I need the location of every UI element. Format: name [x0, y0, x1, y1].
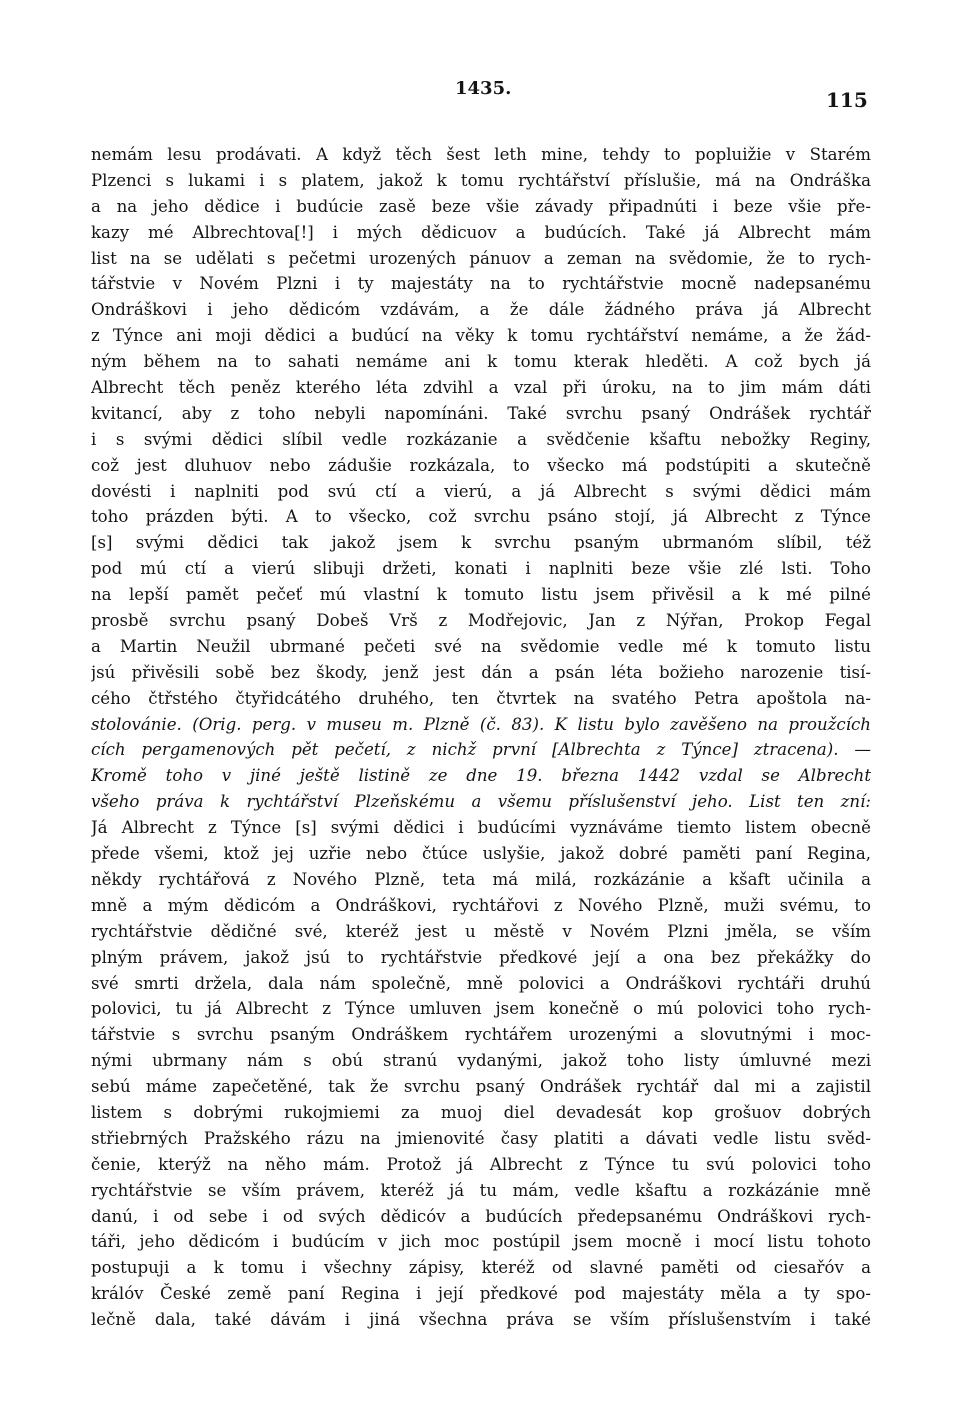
text-line: plným právem, jakož jsú to rychtářstvie předkové její a ona bez překážky do: [91, 947, 871, 967]
text-line: střiebrných Pražského rázu na jmienovité časy platiti a dávati vedle listu svěd-: [91, 1128, 871, 1148]
text-line: rychtářstvie dědičné své, kteréž jest u městě v Novém Plzni jměla, se vším: [91, 921, 871, 941]
text-line: tářstvie s svrchu psaným Ondráškem rychtářem urozenými a slovutnými i moc-: [91, 1025, 871, 1045]
text-line: stolovánie. (Orig. perg. v museu m. Plzně (č. 83). K listu bylo zavěšeno na proužcích: [91, 714, 871, 734]
text-line: všeho práva k rychtářství Plzeňskému a všemu příslušenství jeho. List ten zní:: [91, 792, 871, 812]
text-line: z Týnce ani moji dědici a budúcí na věky k tomu rychtářství nemáme, a že žád-: [91, 326, 871, 346]
text-line: své smrti držela, dala nám společně, mně polovici a Ondráškovi rychtáři druhú: [91, 973, 871, 993]
running-head-year: 1435.: [455, 78, 512, 99]
text-line: list na se udělati s pečetmi urozených pánuov a zeman na svědomie, že to rych-: [91, 248, 871, 268]
text-line: Plzenci s lukami i s platem, jakož k tomu rychtářství příslušie, má na Ondráška: [91, 170, 871, 190]
text-line: toho prázden býti. A to všecko, což svrchu psáno stojí, já Albrecht z Týnce: [91, 507, 871, 527]
text-line: jsú přivěsili sobě bez škody, jenž jest dán a psán léta božieho narozenie tisí-: [91, 662, 871, 682]
text-line: ným během na to sahati nemáme ani k tomu kterak hleděti. A což bych já: [91, 352, 871, 372]
text-line: táři, jeho dědicóm i budúcím v jich moc postúpil jsem mocně i mocí listu tohoto: [91, 1232, 871, 1252]
text-line: někdy rychtářová z Nového Plzně, teta má milá, rozkázánie a kšaft učinila a: [91, 869, 871, 889]
text-line: cého čtřstého čtyřidcátého druhého, ten čtvrtek na svatého Petra apoštola na-: [91, 688, 871, 708]
body-text: [91, 142, 871, 1333]
page-number: 115: [826, 88, 868, 112]
text-line: Kromě toho v jiné ještě listině ze dne 19. března 1442 vzdal se Albrecht: [91, 766, 871, 786]
text-line: Albrecht těch peněz kterého léta zdvihl a vzal při úroku, na to jim mám dáti: [91, 378, 871, 398]
text-line: a Martin Neužil ubrmané pečeti své na svědomie vedle mé k tomuto listu: [91, 636, 871, 656]
text-line: na lepší pamět pečeť mú vlastní k tomuto listu jsem přivěsil a k mé pilné: [91, 585, 871, 605]
text-line: a na jeho dědice i budúcie zasě beze všie závady připadnúti i beze všie pře-: [91, 196, 871, 216]
text-line: cích pergamenových pět pečetí, z nichž první [Albrechta z Týnce] ztracena). —: [91, 740, 871, 760]
text-line: danú, i od sebe i od svých dědicóv a budúcích předepsanému Ondráškovi rych-: [91, 1206, 871, 1226]
text-line: mně a mým dědicóm a Ondráškovi, rychtářovi z Nového Plzně, muži svému, to: [91, 895, 871, 915]
running-head: [0, 78, 960, 112]
text-line: polovici, tu já Albrecht z Týnce umluven jsem konečně o mú polovici toho rych-: [91, 999, 871, 1019]
text-line: listem s dobrými rukojmiemi za muoj diel devadesát kop grošuov dobrých: [91, 1102, 871, 1122]
text-line: kvitancí, aby z toho nebyli napomínáni. Také svrchu psaný Ondrášek rychtář: [91, 403, 871, 423]
text-line: lečně dala, také dávám i jiná všechna práva se vším příslušenstvím i také: [91, 1310, 871, 1330]
text-line: sebú máme zapečetěné, tak že svrchu psaný Ondrášek rychtář dal mi a zajistil: [91, 1077, 871, 1097]
text-line: Ondráškovi i jeho dědicóm vzdávám, a že dále žádného práva já Albrecht: [91, 300, 871, 320]
text-line: Já Albrecht z Týnce [s] svými dědici i budúcími vyznáváme tiemto listem obecně: [91, 818, 871, 838]
text-line: králóv České země paní Regina i její předkové pod majestáty měla a ty spo-: [91, 1284, 871, 1304]
text-line: což jest dluhuov nebo zádušie rozkázala, to všecko má podstúpiti a skutečně: [91, 455, 871, 475]
text-line: prosbě svrchu psaný Dobeš Vrš z Modřejovic, Jan z Nýřan, Prokop Fegal: [91, 611, 871, 631]
text-line: dovésti i naplniti pod svú ctí a vierú, a já Albrecht s svými dědici mám: [91, 481, 871, 501]
text-line: [s] svými dědici tak jakož jsem k svrchu psaným ubrmanóm slíbil, též: [91, 533, 871, 553]
text-line: kazy mé Albrechtova[!] i mých dědicuov a budúcích. Také já Albrecht mám: [91, 222, 871, 242]
text-line: i s svými dědici slíbil vedle rozkázanie a svědčenie kšaftu nebožky Reginy,: [91, 429, 871, 449]
text-line: čenie, kterýž na něho mám. Protož já Albrecht z Týnce tu svú polovici toho: [91, 1154, 871, 1174]
text-line: nými ubrmany nám s obú stranú vydanými, jakož toho listy úmluvné mezi: [91, 1051, 871, 1071]
text-line: nemám lesu prodávati. A když těch šest leth mine, tehdy to popluižie v Starém: [91, 145, 871, 164]
text-line: tářstvie v Novém Plzni i ty majestáty na to rychtářstvie mocně nadepsanému: [91, 274, 871, 294]
text-line: pod mú ctí a vierú slibuji držeti, konati i naplniti beze všie zlé lsti. Toho: [91, 559, 871, 579]
text-line: rychtářstvie se vším právem, kteréž já tu mám, vedle kšaftu a rozkázánie mně: [91, 1180, 871, 1200]
text-line: postupuji a k tomu i všechny zápisy, kteréž od slavné paměti od ciesařóv a: [91, 1258, 871, 1278]
text-line: přede všemi, ktož jej uzřie nebo čtúce uslyšie, jakož dobré paměti paní Regina,: [91, 844, 871, 864]
